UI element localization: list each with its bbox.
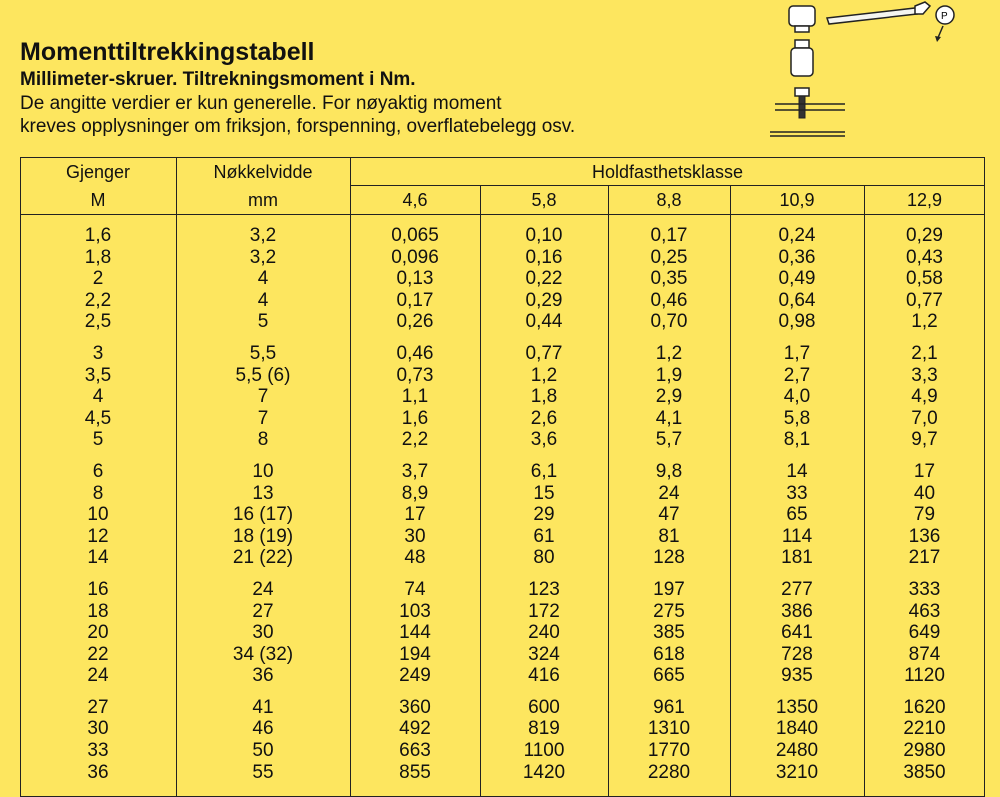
row-group: [730, 697, 864, 783]
table-cell: 5: [92, 429, 104, 451]
table-cell: 4: [257, 268, 269, 290]
table-cell: 1840: [775, 718, 819, 740]
table-cell: 240: [528, 622, 560, 644]
table-cell: 6: [92, 460, 104, 482]
table-cell: 4,5: [84, 407, 112, 429]
table-cell: 7: [257, 407, 269, 429]
table-cell: 181: [781, 547, 813, 569]
table-cell: 0,17: [650, 225, 688, 246]
table-cell: 27: [252, 600, 274, 622]
table-cell: 0,25: [650, 246, 688, 268]
table-cell: 103: [399, 600, 431, 622]
table-cell: 0,29: [525, 289, 563, 311]
table-cell: 16: [87, 578, 109, 600]
table-cell: 8,9: [401, 482, 429, 504]
table-cell: 24: [252, 578, 274, 600]
table-cell: 8: [257, 429, 269, 451]
row-group: [864, 579, 985, 687]
table-cell: 492: [399, 718, 431, 740]
table-cell: 249: [399, 665, 431, 687]
row-group: [480, 461, 608, 569]
column-wrench: [176, 225, 350, 793]
table-cell: 1120: [904, 665, 945, 687]
row-group: [176, 697, 350, 783]
table-cell: 4: [92, 386, 104, 408]
table-cell: 74: [404, 578, 426, 600]
header-class-10-9: 10,9: [779, 190, 815, 210]
column-class-5-8: [480, 225, 608, 793]
table-cell: 3210: [775, 761, 819, 783]
table-cell: 0,096: [391, 246, 439, 268]
table-cell: 144: [399, 622, 431, 644]
table-cell: 172: [528, 600, 560, 622]
table-cell: 36: [252, 665, 274, 687]
row-group: [350, 697, 480, 783]
table-cell: 61: [533, 525, 555, 547]
table-cell: 1,9: [655, 364, 683, 386]
table-cell: 2,2: [84, 289, 112, 311]
table-cell: 0,29: [906, 225, 943, 246]
row-group: [608, 579, 730, 687]
table-cell: 217: [908, 547, 941, 569]
table-cell: 8: [92, 482, 104, 504]
table-cell: 665: [653, 665, 685, 687]
row-group: [730, 461, 864, 569]
table-cell: 48: [404, 547, 426, 569]
row-group: [20, 579, 176, 687]
table-cell: 0,16: [525, 246, 563, 268]
table-cell: 1770: [647, 740, 691, 762]
table-cell: 10: [87, 504, 109, 526]
table-cell: 5,5 (6): [235, 364, 291, 386]
column-thread: [20, 225, 176, 793]
row-group: [864, 225, 985, 333]
table-cell: 17: [404, 504, 426, 526]
row-group: [608, 343, 730, 451]
table-cell: 34 (32): [232, 643, 294, 665]
table-cell: 1,2: [911, 311, 938, 333]
table-cell: 0,17: [396, 289, 434, 311]
table-cell: 600: [528, 696, 560, 718]
table-cell: 1,6: [401, 407, 429, 429]
table-cell: 1350: [775, 696, 819, 718]
table-cell: 2,2: [401, 429, 429, 451]
row-group: [480, 579, 608, 687]
header-wrench: Nøkkelvidde: [213, 162, 313, 182]
table-cell: 0,36: [778, 246, 816, 268]
table-cell: 79: [913, 504, 936, 526]
table-cell: 114: [781, 525, 813, 547]
table-cell: 3,5: [84, 364, 112, 386]
table-cell: 0,10: [525, 225, 563, 246]
table-cell: 0,46: [650, 289, 688, 311]
table-cell: 5,8: [783, 407, 811, 429]
column-class-10-9: [730, 225, 864, 793]
table-cell: 2,5: [84, 311, 112, 333]
table-cell: 9,7: [911, 429, 938, 451]
row-group: [20, 461, 176, 569]
table-cell: 40: [913, 482, 936, 504]
table-cell: 0,98: [778, 311, 816, 333]
table-cell: 333: [908, 578, 941, 600]
table-cell: 128: [653, 547, 685, 569]
row-group: [480, 343, 608, 451]
column-class-4-6: [350, 225, 480, 793]
table-cell: 22: [87, 643, 109, 665]
table-cell: 360: [399, 696, 431, 718]
table-cell: 14: [87, 547, 109, 569]
table-cell: 5: [257, 311, 269, 333]
table-cell: 3,2: [249, 246, 277, 268]
table-cell: 641: [781, 622, 813, 644]
table-cell: 6,1: [530, 460, 558, 482]
table-cell: 3: [92, 342, 104, 364]
header-thread: Gjenger: [65, 162, 131, 182]
table-cell: 10: [252, 460, 274, 482]
table-cell: 12: [87, 525, 109, 547]
torque-wrench-bolt-diagram: [765, 0, 965, 140]
table-cell: 1,2: [655, 342, 683, 364]
table-cell: 136: [908, 525, 941, 547]
header-class-5-8: 5,8: [531, 190, 557, 210]
table-cell: 416: [528, 665, 560, 687]
table-cell: 20: [87, 622, 109, 644]
table-cell: 1420: [522, 761, 566, 783]
table-cell: 21 (22): [232, 547, 294, 569]
row-group: [350, 225, 480, 333]
table-cell: 18 (19): [232, 525, 294, 547]
table-cell: 29: [533, 504, 555, 526]
table-cell: 2480: [775, 740, 819, 762]
table-cell: 1620: [903, 696, 946, 718]
row-group: [176, 225, 350, 333]
table-cell: 50: [252, 740, 274, 762]
table-cell: 5,5: [249, 342, 277, 364]
table-cell: 7: [257, 386, 269, 408]
table-cell: 33: [87, 740, 109, 762]
table-cell: 2980: [903, 740, 946, 762]
table-cell: 0,22: [525, 268, 563, 290]
table-cell: 36: [87, 761, 109, 783]
header-class-8-8: 8,8: [656, 190, 682, 210]
header-wrench-unit: mm: [248, 190, 278, 210]
table-cell: 1,6: [84, 225, 112, 246]
row-group: [480, 697, 608, 783]
table-cell: 874: [908, 643, 941, 665]
row-group: [608, 225, 730, 333]
row-group: [864, 697, 985, 783]
header-strength-class: Holdfasthetsklasse: [591, 162, 744, 182]
table-cell: 0,73: [396, 364, 434, 386]
note-line-1: De angitte verdier er kun generelle. For nøyaktig moment: [20, 93, 502, 114]
table-cell: 1,8: [84, 246, 112, 268]
table-cell: 1,7: [783, 342, 811, 364]
table-cell: 2,9: [655, 386, 683, 408]
column-class-8-8: [608, 225, 730, 793]
row-group: [350, 579, 480, 687]
table-cell: 0,44: [525, 311, 563, 333]
row-group: [864, 461, 985, 569]
table-cell: 30: [252, 622, 274, 644]
table-cell: 2,7: [783, 364, 811, 386]
table-cell: 0,70: [650, 311, 688, 333]
table-cell: 55: [252, 761, 274, 783]
table-cell: 8,1: [783, 429, 811, 451]
row-group: [480, 225, 608, 333]
table-cell: 0,77: [906, 289, 943, 311]
row-group: [608, 461, 730, 569]
table-cell: 961: [653, 696, 685, 718]
header-bottom-rule: [20, 214, 985, 215]
table-cell: 0,43: [906, 246, 943, 268]
table-cell: 1,2: [530, 364, 558, 386]
table-cell: 0,64: [778, 289, 816, 311]
table-cell: 3,3: [911, 364, 938, 386]
table-cell: 81: [658, 525, 680, 547]
row-group: [730, 225, 864, 333]
row-group: [176, 461, 350, 569]
table-cell: 24: [658, 482, 680, 504]
table-cell: 0,49: [778, 268, 816, 290]
header-class-4-6: 4,6: [402, 190, 428, 210]
table-cell: 3,6: [530, 429, 558, 451]
table-cell: 47: [658, 504, 680, 526]
table-cell: 324: [528, 643, 560, 665]
row-group: [350, 461, 480, 569]
table-cell: 4,0: [783, 386, 811, 408]
table-cell: 30: [404, 525, 426, 547]
table-cell: 7,0: [911, 407, 938, 429]
table-cell: 33: [786, 482, 808, 504]
row-group: [176, 343, 350, 451]
table-cell: 728: [781, 643, 813, 665]
table-cell: 1310: [647, 718, 691, 740]
table-cell: 0,26: [396, 311, 434, 333]
table-cell: 3,7: [401, 460, 429, 482]
table-cell: 663: [399, 740, 431, 762]
table-cell: 2,6: [530, 407, 558, 429]
header-class-12-9: 12,9: [906, 190, 943, 210]
table-cell: 4,9: [911, 386, 938, 408]
table-cell: 855: [399, 761, 431, 783]
row-group: [730, 579, 864, 687]
row-group: [20, 343, 176, 451]
row-group: [20, 225, 176, 333]
table-cell: 649: [908, 622, 941, 644]
header-thread-unit: M: [90, 190, 106, 210]
note-line-2: kreves opplysninger om friksjon, forspenning, overflatebelegg osv.: [20, 116, 576, 137]
table-cell: 197: [653, 578, 685, 600]
table-cell: 0,065: [391, 225, 439, 246]
table-cell: 275: [653, 600, 685, 622]
table-cell: 1,1: [401, 386, 429, 408]
table-cell: 194: [399, 643, 431, 665]
table-cell: 3850: [903, 761, 946, 783]
table-cell: 4,1: [655, 407, 683, 429]
table-cell: 41: [252, 696, 274, 718]
table-cell: 14: [786, 460, 808, 482]
table-cell: 13: [252, 482, 274, 504]
table-cell: 27: [87, 696, 109, 718]
table-cell: 2280: [647, 761, 691, 783]
table-cell: 1100: [523, 740, 565, 762]
table-cell: 5,7: [655, 429, 683, 451]
table-cell: 80: [533, 547, 555, 569]
row-group: [608, 697, 730, 783]
table-cell: 2210: [903, 718, 946, 740]
table-cell: 0,77: [525, 342, 563, 364]
table-cell: 618: [653, 643, 685, 665]
table-cell: 18: [87, 600, 109, 622]
row-group: [350, 343, 480, 451]
row-group: [176, 579, 350, 687]
table-cell: 2,1: [911, 342, 938, 364]
svg-text:P: P: [941, 11, 948, 22]
table-cell: 0,13: [396, 268, 434, 290]
table-cell: 46: [252, 718, 274, 740]
table-cell: 0,46: [396, 342, 434, 364]
table-cell: 2: [92, 268, 104, 290]
table-cell: 4: [257, 289, 269, 311]
header-divider: [350, 185, 985, 186]
row-group: [864, 343, 985, 451]
table-cell: 385: [653, 622, 685, 644]
table-cell: 1,8: [530, 386, 558, 408]
table-cell: 277: [781, 578, 813, 600]
page-title: Momenttiltrekkingstabell: [20, 38, 315, 66]
table-cell: 386: [781, 600, 813, 622]
table-cell: 24: [87, 665, 109, 687]
row-group: [730, 343, 864, 451]
table-cell: 123: [528, 578, 560, 600]
table-cell: 16 (17): [232, 504, 294, 526]
table-cell: 17: [913, 460, 936, 482]
table-cell: 0,35: [650, 268, 688, 290]
table-cell: 3,2: [249, 225, 277, 246]
page-subtitle: Millimeter-skruer. Tiltrekningsmoment i Nm.: [20, 69, 416, 90]
table-cell: 15: [533, 482, 555, 504]
table-cell: 935: [781, 665, 813, 687]
table-cell: 0,24: [778, 225, 816, 246]
table-cell: 463: [908, 600, 941, 622]
column-class-12-9: [864, 225, 985, 793]
table-cell: 9,8: [655, 460, 683, 482]
table-cell: 65: [786, 504, 808, 526]
table-cell: 819: [528, 718, 560, 740]
table-cell: 0,58: [906, 268, 943, 290]
table-cell: 30: [87, 718, 109, 740]
row-group: [20, 697, 176, 783]
